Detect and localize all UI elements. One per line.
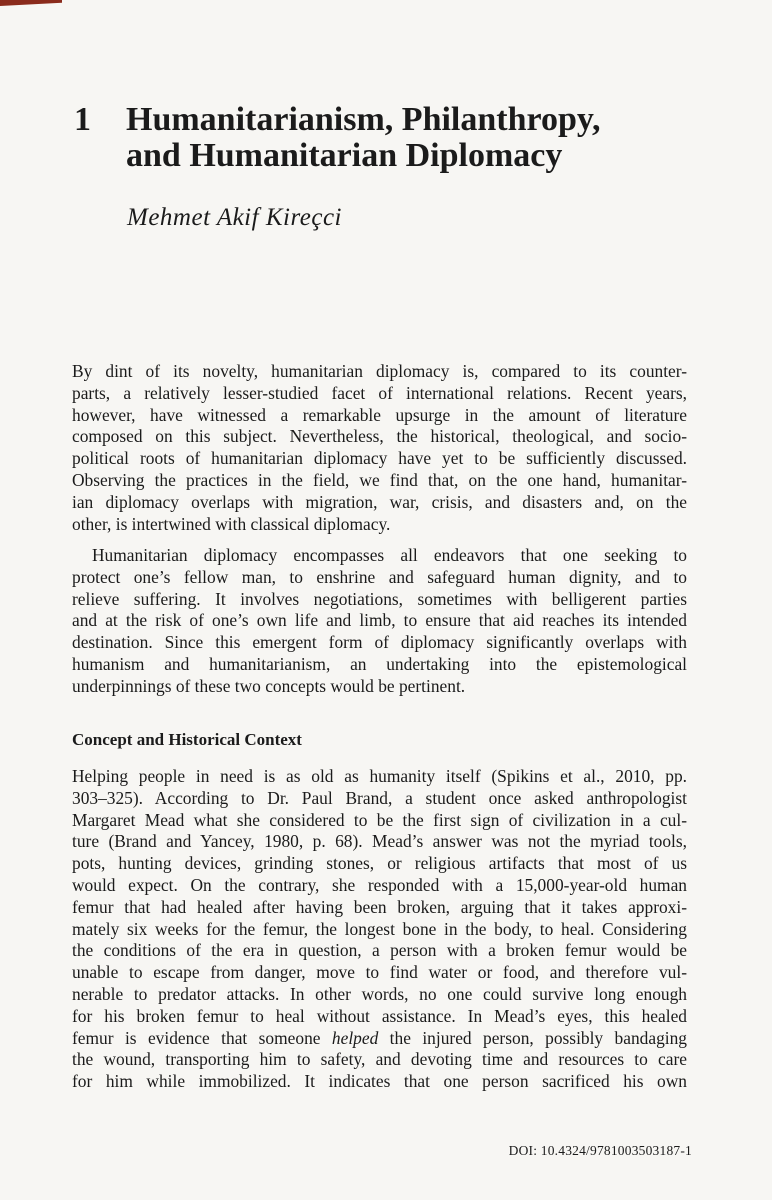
intro-paragraph xyxy=(72,545,687,698)
text-line: political roots of humanitarian diplomacy have yet to be sufficiently discussed. xyxy=(72,448,687,469)
text-line: other, is intertwined with classical diplomacy. xyxy=(72,513,391,534)
text-line: and at the risk of one’s own life and limb, to ensure that aid reaches its intended xyxy=(72,610,687,631)
text-line: composed on this subject. Nevertheless, the historical, theological, and socio- xyxy=(72,426,687,447)
text-line: unable to escape from danger, move to find water or food, and therefore vul- xyxy=(72,962,687,983)
text-line: protect one’s fellow man, to enshrine and safeguard human dignity, and to xyxy=(72,566,687,587)
text-line: for his broken femur to heal without assistance. In Mead’s eyes, this healed xyxy=(72,1005,687,1026)
text-segment: the injured person, possibly bandaging xyxy=(378,1027,687,1048)
section-heading: Concept and Historical Context xyxy=(72,730,302,749)
text-line: parts, a relatively lesser-studied facet of international relations. Recent years, xyxy=(72,382,687,403)
text-line: mately six weeks for the femur, the longest bone in the body, to heal. Considering xyxy=(72,918,687,939)
text-segment: femur is evidence that someone xyxy=(72,1027,332,1048)
text-line: would expect. On the contrary, she responded with a 15,000-year-old human xyxy=(72,874,687,895)
text-line: the wound, transporting him to safety, and devoting time and resources to care xyxy=(72,1049,687,1070)
text-line: relieve suffering. It involves negotiations, sometimes with belligerent parties xyxy=(72,588,687,609)
text-line: Observing the practices in the field, we find that, on the one hand, humanitar- xyxy=(72,469,687,490)
section-paragraph xyxy=(72,766,687,1093)
page-edge-mark xyxy=(0,0,62,6)
intro-paragraph xyxy=(72,361,687,535)
text-line: humanism and humanitarianism, an undertaking into the epistemological xyxy=(72,653,687,674)
text-line: however, have witnessed a remarkable upsurge in the amount of literature xyxy=(72,404,687,425)
text-line: underpinnings of these two concepts would be pertinent. xyxy=(72,675,466,696)
chapter-author: Mehmet Akif Kireçci xyxy=(127,204,342,231)
text-line: Humanitarian diplomacy encompasses all endeavors that one seeking to xyxy=(92,545,687,565)
text-line: Helping people in need is as old as humanity itself (Spikins et al., 2010, pp. xyxy=(72,766,687,786)
doi-footer: DOI: 10.4324/9781003503187-1 xyxy=(508,1143,692,1158)
text-line: 303–325). According to Dr. Paul Brand, a student once asked anthropologist xyxy=(72,787,687,808)
text-line: Margaret Mead what she considered to be the first sign of civilization in a cul- xyxy=(72,809,687,830)
text-line: pots, hunting devices, grinding stones, or religious artifacts that most of us xyxy=(72,853,687,874)
text-line: ian diplomacy overlaps with migration, war, crisis, and disasters and, on the xyxy=(72,491,687,512)
text-line: destination. Since this emergent form of diplomacy significantly overlaps with xyxy=(72,632,687,653)
emphasized-word: helped xyxy=(331,1027,379,1048)
text-line: the conditions of the era in question, a person with a broken femur would be xyxy=(72,940,687,961)
chapter-title xyxy=(126,102,646,174)
chapter-title-line: and Humanitarian Diplomacy xyxy=(126,137,563,174)
text-line: By dint of its novelty, humanitarian diplomacy is, compared to its counter- xyxy=(72,361,687,381)
text-line-with-emphasis xyxy=(72,1028,687,1050)
text-line: femur that had healed after having been broken, arguing that it takes approxi- xyxy=(72,896,687,917)
chapter-number: 1 xyxy=(74,101,91,138)
text-line: ture (Brand and Yancey, 1980, p. 68). Mead’s answer was not the myriad tools, xyxy=(72,831,687,852)
text-line: nerable to predator attacks. In other words, no one could survive long enough xyxy=(72,983,687,1004)
chapter-title-line: Humanitarianism, Philanthropy, xyxy=(126,101,601,138)
text-line: for him while immobilized. It indicates that one person sacrificed his own xyxy=(72,1071,687,1092)
